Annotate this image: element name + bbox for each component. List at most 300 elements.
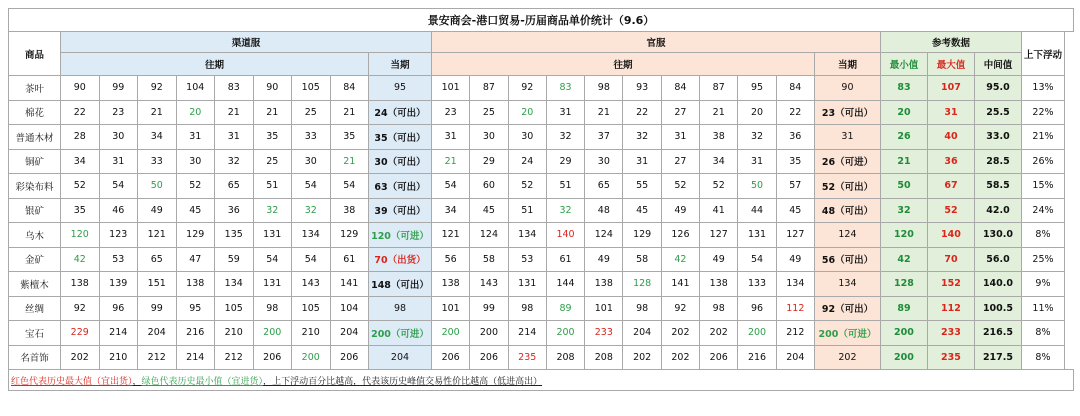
- channel-past-price: 59: [215, 247, 254, 272]
- channel-past-price: 151: [138, 272, 177, 297]
- channel-past-price: 123: [99, 223, 138, 248]
- channel-past-price: 31: [99, 149, 138, 174]
- median-value: 130.0: [974, 223, 1021, 248]
- channel-past-price: 34: [61, 149, 100, 174]
- channel-past-price: 38: [330, 198, 369, 223]
- official-past-price: 41: [700, 198, 738, 223]
- product-name: 普通木材: [9, 125, 61, 150]
- official-past-price: 34: [432, 198, 470, 223]
- fluctuation-value: 15%: [1021, 174, 1064, 199]
- official-past-price: 34: [700, 149, 738, 174]
- product-name: 紫檀木: [9, 272, 61, 297]
- min-value: 50: [880, 174, 927, 199]
- product-name: 金矿: [9, 247, 61, 272]
- official-past-price: 31: [738, 149, 776, 174]
- channel-current-price: 39（可出）: [369, 198, 432, 223]
- channel-past-price: 129: [330, 223, 369, 248]
- channel-past-price: 105: [215, 296, 254, 321]
- channel-past-price: 214: [176, 345, 215, 370]
- official-past-price: 51: [546, 174, 584, 199]
- official-past-price: 204: [623, 321, 661, 346]
- official-past-price: 49: [585, 247, 623, 272]
- official-past-price: 128: [623, 272, 661, 297]
- channel-past-price: 141: [330, 272, 369, 297]
- official-past-price: 92: [508, 76, 546, 101]
- official-past-price: 98: [585, 76, 623, 101]
- median-header: 中间值: [974, 53, 1021, 76]
- official-past-price: 200: [738, 321, 776, 346]
- official-past-price: 44: [738, 198, 776, 223]
- max-value: 52: [927, 198, 974, 223]
- product-header: 商品: [9, 32, 61, 76]
- official-past-price: 141: [661, 272, 699, 297]
- channel-past-price: 204: [330, 321, 369, 346]
- max-value: 112: [927, 296, 974, 321]
- official-past-price: 65: [585, 174, 623, 199]
- fluctuation-value: 25%: [1021, 247, 1064, 272]
- channel-past-price: 120: [61, 223, 100, 248]
- channel-past-price: 21: [253, 100, 292, 125]
- channel-past-price: 99: [99, 76, 138, 101]
- official-past-price: 45: [623, 198, 661, 223]
- note-green: 绿色代表历史最小值（宜进货）: [141, 376, 264, 387]
- official-past-price: 98: [623, 296, 661, 321]
- max-value: 107: [927, 76, 974, 101]
- max-value: 70: [927, 247, 974, 272]
- official-past-price: 212: [776, 321, 814, 346]
- official-current-price: 124: [814, 223, 880, 248]
- channel-past-price: 52: [176, 174, 215, 199]
- table-row: [9, 272, 1074, 297]
- official-past-price: 101: [585, 296, 623, 321]
- channel-past-price: 129: [176, 223, 215, 248]
- official-past-price: 202: [623, 345, 661, 370]
- official-past-price: 92: [661, 296, 699, 321]
- official-past-price: 31: [661, 125, 699, 150]
- table-row: [9, 174, 1074, 199]
- official-past-price: 101: [432, 296, 470, 321]
- official-past-price: 93: [623, 76, 661, 101]
- median-value: 42.0: [974, 198, 1021, 223]
- median-value: 95.0: [974, 76, 1021, 101]
- official-past-price: 52: [700, 174, 738, 199]
- channel-past-price: 46: [99, 198, 138, 223]
- official-past-price: 202: [661, 321, 699, 346]
- channel-current-price: 30（可出）: [369, 149, 432, 174]
- official-current-price: 202: [814, 345, 880, 370]
- official-past-price: 30: [470, 125, 508, 150]
- official-current-price: 31: [814, 125, 880, 150]
- channel-past-price: 95: [176, 296, 215, 321]
- median-value: 25.5: [974, 100, 1021, 125]
- channel-past-price: 131: [253, 272, 292, 297]
- official-server-header: 官服: [432, 32, 881, 53]
- channel-past-price: 25: [253, 149, 292, 174]
- channel-past-price: 32: [253, 198, 292, 223]
- official-past-price: 49: [700, 247, 738, 272]
- channel-past-price: 47: [176, 247, 215, 272]
- channel-past-price: 96: [99, 296, 138, 321]
- channel-past-price: 35: [330, 125, 369, 150]
- official-current-price: 26（可进）: [814, 149, 880, 174]
- official-past-price: 140: [546, 223, 584, 248]
- official-past-price: 58: [623, 247, 661, 272]
- note-sep-1: ，: [132, 376, 142, 387]
- fluctuation-value: 13%: [1021, 76, 1064, 101]
- official-past-price: 214: [508, 321, 546, 346]
- channel-past-price: 104: [176, 76, 215, 101]
- channel-past-price: 210: [215, 321, 254, 346]
- official-past-price: 127: [700, 223, 738, 248]
- min-value: 42: [880, 247, 927, 272]
- channel-past-price: 35: [61, 198, 100, 223]
- official-past-price: 101: [432, 76, 470, 101]
- channel-past-price: 30: [176, 149, 215, 174]
- official-current-price: 200（可进）: [814, 321, 880, 346]
- official-past-price: 87: [470, 76, 508, 101]
- channel-past-price: 31: [215, 125, 254, 150]
- max-value: 40: [927, 125, 974, 150]
- median-value: 217.5: [974, 345, 1021, 370]
- max-header: 最大值: [927, 53, 974, 76]
- channel-past-price: 138: [61, 272, 100, 297]
- official-past-price: 32: [546, 125, 584, 150]
- official-past-price: 36: [776, 125, 814, 150]
- spreadsheet: [8, 8, 1074, 391]
- channel-past-price: 54: [253, 247, 292, 272]
- official-past-price: 204: [776, 345, 814, 370]
- channel-current-price: 63（可出）: [369, 174, 432, 199]
- min-value: 32: [880, 198, 927, 223]
- product-name: 棉花: [9, 100, 61, 125]
- channel-past-price: 21: [215, 100, 254, 125]
- max-value: 36: [927, 149, 974, 174]
- official-past-price: 98: [508, 296, 546, 321]
- official-past-price: 31: [546, 100, 584, 125]
- channel-past-price: 212: [138, 345, 177, 370]
- official-past-price: 206: [470, 345, 508, 370]
- official-past-price: 235: [508, 345, 546, 370]
- official-past-price: 30: [585, 149, 623, 174]
- channel-past-price: 65: [215, 174, 254, 199]
- channel-current-price: 98: [369, 296, 432, 321]
- official-past-price: 31: [623, 149, 661, 174]
- table-row: [9, 247, 1074, 272]
- channel-past-price: 52: [61, 174, 100, 199]
- official-past-price: 29: [546, 149, 584, 174]
- official-past-price: 200: [432, 321, 470, 346]
- official-current-price: 90: [814, 76, 880, 101]
- channel-past-price: 22: [61, 100, 100, 125]
- official-past-price: 233: [585, 321, 623, 346]
- official-past-price: 138: [700, 272, 738, 297]
- official-past-price: 202: [661, 345, 699, 370]
- official-past-price: 216: [738, 345, 776, 370]
- official-past-price: 25: [470, 100, 508, 125]
- official-past-price: 129: [623, 223, 661, 248]
- channel-past-price: 25: [292, 100, 331, 125]
- channel-past-price: 33: [292, 125, 331, 150]
- table-body: [9, 76, 1074, 370]
- channel-past-price: 33: [138, 149, 177, 174]
- channel-past-price: 92: [61, 296, 100, 321]
- official-past-price: 21: [585, 100, 623, 125]
- official-past-price: 56: [432, 247, 470, 272]
- channel-past-price: 135: [215, 223, 254, 248]
- product-name: 宝石: [9, 321, 61, 346]
- official-past-price: 206: [432, 345, 470, 370]
- official-past-price: 20: [508, 100, 546, 125]
- official-current-price: 134: [814, 272, 880, 297]
- median-value: 100.5: [974, 296, 1021, 321]
- official-current-price: 48（可出）: [814, 198, 880, 223]
- product-name: 乌木: [9, 223, 61, 248]
- table-row: [9, 296, 1074, 321]
- channel-past-price: 54: [330, 174, 369, 199]
- channel-past-price: 54: [292, 247, 331, 272]
- sheet-title: 景安商会-港口贸易-历届商品单价统计（9.6）: [9, 9, 1074, 32]
- official-past-price: 49: [661, 198, 699, 223]
- reference-header: 参考数据: [880, 32, 1021, 53]
- channel-past-price: 105: [292, 296, 331, 321]
- official-past-price: 121: [432, 223, 470, 248]
- min-value: 20: [880, 100, 927, 125]
- official-past-price: 96: [738, 296, 776, 321]
- channel-past-price: 206: [330, 345, 369, 370]
- table-row: [9, 76, 1074, 101]
- official-past-price: 95: [738, 76, 776, 101]
- median-value: 28.5: [974, 149, 1021, 174]
- official-past-price: 124: [585, 223, 623, 248]
- channel-past-price: 21: [330, 100, 369, 125]
- official-past-price: 60: [470, 174, 508, 199]
- median-value: 216.5: [974, 321, 1021, 346]
- table-row: [9, 223, 1074, 248]
- legend-note: [9, 370, 1074, 391]
- fluctuation-value: 9%: [1021, 272, 1064, 297]
- official-past-price: 87: [700, 76, 738, 101]
- fluctuation-value: 8%: [1021, 345, 1064, 370]
- official-past-price: 84: [776, 76, 814, 101]
- official-past-price: 21: [700, 100, 738, 125]
- channel-past-price: 131: [253, 223, 292, 248]
- official-past-price: 138: [432, 272, 470, 297]
- official-past-price: 99: [470, 296, 508, 321]
- price-table: [8, 8, 1074, 391]
- official-past-price: 53: [508, 247, 546, 272]
- product-name: 名首饰: [9, 345, 61, 370]
- product-name: 铜矿: [9, 149, 61, 174]
- channel-past-price: 139: [99, 272, 138, 297]
- channel-past-price: 204: [138, 321, 177, 346]
- channel-current-price: 35（可出）: [369, 125, 432, 150]
- channel-past-price: 105: [292, 76, 331, 101]
- table-row: [9, 198, 1074, 223]
- note-red: 红色代表历史最大值（宜出货）: [11, 376, 133, 387]
- official-past-price: 144: [546, 272, 584, 297]
- channel-current-price: 204: [369, 345, 432, 370]
- official-past-price: 208: [546, 345, 584, 370]
- channel-past-price: 90: [253, 76, 292, 101]
- official-past-price: 32: [546, 198, 584, 223]
- channel-past-price: 51: [253, 174, 292, 199]
- official-past-price: 32: [738, 125, 776, 150]
- channel-past-price: 210: [99, 345, 138, 370]
- official-past-price: 21: [432, 149, 470, 174]
- channel-past-price: 92: [138, 76, 177, 101]
- median-value: 33.0: [974, 125, 1021, 150]
- channel-past-price: 50: [138, 174, 177, 199]
- channel-past-price: 202: [61, 345, 100, 370]
- fluctuation-value: 22%: [1021, 100, 1064, 125]
- channel-past-price: 32: [292, 198, 331, 223]
- median-value: 58.5: [974, 174, 1021, 199]
- official-past-price: 38: [700, 125, 738, 150]
- channel-past-price: 30: [99, 125, 138, 150]
- official-past-price: 20: [738, 100, 776, 125]
- max-value: 233: [927, 321, 974, 346]
- channel-past-price: 83: [215, 76, 254, 101]
- min-value: 120: [880, 223, 927, 248]
- official-past-price: 83: [546, 76, 584, 101]
- channel-past-price: 49: [138, 198, 177, 223]
- min-value: 200: [880, 321, 927, 346]
- channel-current-price: 148（可出）: [369, 272, 432, 297]
- official-past-price: 42: [661, 247, 699, 272]
- note-fluctuation: 上下浮动百分比越高，代表该历史峰值交易性价比越高（低进高出）: [272, 376, 543, 387]
- official-past-price: 30: [508, 125, 546, 150]
- channel-past-price: 65: [138, 247, 177, 272]
- channel-past-price: 35: [253, 125, 292, 150]
- official-past-price: 37: [585, 125, 623, 150]
- official-past-price: 133: [738, 272, 776, 297]
- channel-past-price: 229: [61, 321, 100, 346]
- channel-past-price: 54: [99, 174, 138, 199]
- official-past-price: 27: [661, 100, 699, 125]
- channel-current-price: 200（可进）: [369, 321, 432, 346]
- channel-server-header: 渠道服: [61, 32, 432, 53]
- official-past-price: 134: [508, 223, 546, 248]
- product-name: 银矿: [9, 198, 61, 223]
- official-past-price: 200: [470, 321, 508, 346]
- official-past-price: 208: [585, 345, 623, 370]
- table-row: [9, 321, 1074, 346]
- official-past-price: 131: [508, 272, 546, 297]
- channel-past-price: 134: [215, 272, 254, 297]
- official-past-price: 61: [546, 247, 584, 272]
- official-past-price: 50: [738, 174, 776, 199]
- official-past-price: 22: [623, 100, 661, 125]
- official-past-price: 127: [776, 223, 814, 248]
- official-past-price: 55: [623, 174, 661, 199]
- channel-current-header: 当期: [369, 53, 432, 76]
- min-value: 128: [880, 272, 927, 297]
- official-past-price: 98: [700, 296, 738, 321]
- channel-current-price: 95: [369, 76, 432, 101]
- channel-past-price: 28: [61, 125, 100, 150]
- min-value: 83: [880, 76, 927, 101]
- official-past-price: 202: [700, 321, 738, 346]
- channel-past-price: 31: [176, 125, 215, 150]
- channel-past-price: 134: [292, 223, 331, 248]
- official-past-price: 45: [470, 198, 508, 223]
- table-row: [9, 149, 1074, 174]
- channel-past-price: 214: [99, 321, 138, 346]
- fluctuation-value: 11%: [1021, 296, 1064, 321]
- channel-past-price: 98: [253, 296, 292, 321]
- product-name: 丝绸: [9, 296, 61, 321]
- official-past-price: 57: [776, 174, 814, 199]
- min-value: 200: [880, 345, 927, 370]
- official-past-price: 54: [432, 174, 470, 199]
- channel-past-price: 54: [292, 174, 331, 199]
- max-value: 67: [927, 174, 974, 199]
- official-past-price: 138: [585, 272, 623, 297]
- official-past-header: 往期: [432, 53, 815, 76]
- channel-past-price: 20: [176, 100, 215, 125]
- official-past-price: 31: [432, 125, 470, 150]
- product-name: 彩染布料: [9, 174, 61, 199]
- median-value: 140.0: [974, 272, 1021, 297]
- channel-current-price: 70（出货）: [369, 247, 432, 272]
- official-past-price: 49: [776, 247, 814, 272]
- channel-past-price: 34: [138, 125, 177, 150]
- official-past-price: 52: [508, 174, 546, 199]
- channel-past-price: 30: [292, 149, 331, 174]
- channel-past-price: 53: [99, 247, 138, 272]
- channel-past-price: 32: [215, 149, 254, 174]
- official-current-header: 当期: [814, 53, 880, 76]
- fluctuation-value: 21%: [1021, 125, 1064, 150]
- official-past-price: 48: [585, 198, 623, 223]
- fluctuation-value: 24%: [1021, 198, 1064, 223]
- table-row: [9, 100, 1074, 125]
- official-past-price: 22: [776, 100, 814, 125]
- channel-past-price: 90: [61, 76, 100, 101]
- channel-past-price: 104: [330, 296, 369, 321]
- channel-past-price: 99: [138, 296, 177, 321]
- product-name: 茶叶: [9, 76, 61, 101]
- fluctuation-value: 8%: [1021, 321, 1064, 346]
- channel-past-price: 200: [253, 321, 292, 346]
- max-value: 140: [927, 223, 974, 248]
- official-past-price: 58: [470, 247, 508, 272]
- note-sep-2: ，: [263, 376, 273, 387]
- official-current-price: 56（可出）: [814, 247, 880, 272]
- fluctuation-value: 26%: [1021, 149, 1064, 174]
- channel-past-price: 121: [138, 223, 177, 248]
- fluctuation-value: 8%: [1021, 223, 1064, 248]
- channel-past-price: 143: [292, 272, 331, 297]
- channel-past-price: 210: [292, 321, 331, 346]
- official-past-price: 35: [776, 149, 814, 174]
- official-past-price: 206: [700, 345, 738, 370]
- official-past-price: 54: [738, 247, 776, 272]
- fluctuation-header: 上下浮动: [1021, 32, 1064, 76]
- official-past-price: 32: [623, 125, 661, 150]
- official-past-price: 126: [661, 223, 699, 248]
- official-past-price: 51: [508, 198, 546, 223]
- official-past-price: 27: [661, 149, 699, 174]
- official-past-price: 29: [470, 149, 508, 174]
- min-value: 26: [880, 125, 927, 150]
- official-past-price: 52: [661, 174, 699, 199]
- official-current-price: 52（可出）: [814, 174, 880, 199]
- channel-past-price: 23: [99, 100, 138, 125]
- channel-past-price: 138: [176, 272, 215, 297]
- channel-current-price: 120（可进）: [369, 223, 432, 248]
- official-past-price: 24: [508, 149, 546, 174]
